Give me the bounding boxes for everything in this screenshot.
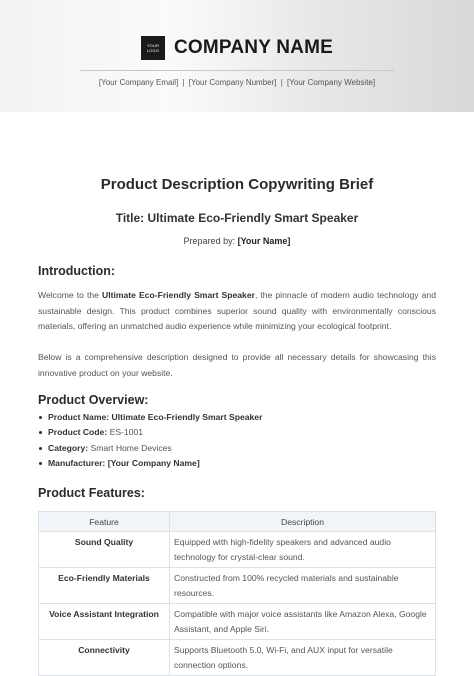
document-title: Product Description Copywriting Brief	[100, 176, 374, 193]
overview-item	[38, 410, 438, 425]
intro-product-name: Ultimate Eco-Friendly Smart Speaker	[101, 290, 255, 300]
document-header	[0, 0, 474, 112]
overview-label: Product Name:	[48, 412, 110, 422]
overview-list	[38, 410, 438, 472]
description-cell: Constructed from 100% recycled materials and sustainable resources.	[170, 568, 436, 604]
company-name: COMPANY NAME	[174, 37, 333, 58]
contact-separator: |	[280, 78, 283, 87]
prepared-by	[0, 236, 474, 246]
intro-text-start: Welcome to the	[38, 290, 99, 300]
table-row	[39, 640, 436, 676]
overview-label: Category:	[48, 442, 89, 453]
company-number: [Your Company Number]	[188, 78, 277, 87]
overview-value: [Your Company Name]	[107, 458, 200, 469]
description-cell: Equipped with high-fidelity speakers and advanced audio technology for crystal-clear sound.	[170, 532, 436, 568]
table-header-row	[39, 512, 436, 532]
overview-value: ES-1001	[109, 427, 144, 438]
logo-text: YOUR LOGO	[146, 43, 160, 53]
company-logo	[141, 36, 165, 60]
features-table	[38, 511, 436, 676]
contact-separator: |	[182, 78, 185, 87]
overview-heading: Product Overview:	[38, 393, 149, 407]
description-cell: Supports Bluetooth 5.0, Wi-Fi, and AUX input for versatile connection options.	[170, 640, 436, 676]
feature-cell: Eco-Friendly Materials	[39, 568, 170, 604]
feature-cell: Sound Quality	[39, 532, 170, 568]
intro-text-end: , the pinnacle of modern audio technology and sustainable design. This product combines superior sound quality with environmentally conscious materials, offering an unmatched audio experience while minimizing your ecological footprint.	[38, 290, 436, 332]
feature-cell: Connectivity	[39, 640, 170, 676]
company-email: [Your Company Email]	[98, 78, 179, 87]
overview-value: Smart Home Devices	[90, 442, 172, 453]
company-contacts	[0, 78, 474, 87]
document-subtitle: Title: Ultimate Eco-Friendly Smart Speaker	[115, 211, 359, 225]
overview-item	[38, 425, 438, 440]
overview-label: Manufacturer:	[48, 458, 106, 469]
column-header-feature: Feature	[39, 512, 170, 532]
feature-cell: Voice Assistant Integration	[39, 604, 170, 640]
introduction-paragraph	[38, 288, 436, 335]
table-row	[39, 568, 436, 604]
overview-item	[38, 456, 438, 471]
prepared-label: Prepared by:	[183, 236, 236, 246]
brand	[0, 36, 474, 60]
introduction-heading: Introduction:	[38, 264, 116, 278]
overview-item	[38, 441, 438, 456]
header-divider	[80, 70, 394, 71]
features-heading: Product Features:	[38, 486, 145, 500]
description-cell: Compatible with major voice assistants like Amazon Alexa, Google Assistant, and Apple Siri.	[170, 604, 436, 640]
column-header-description: Description	[170, 512, 436, 532]
table-row	[39, 532, 436, 568]
prepared-value: [Your Name]	[237, 236, 291, 246]
overview-value: Ultimate Eco-Friendly Smart Speaker	[111, 412, 263, 422]
table-row	[39, 604, 436, 640]
introduction-paragraph-2: Below is a comprehensive description designed to provide all necessary details for showcasing this innovative product on your website.	[38, 352, 436, 378]
company-website: [Your Company Website]	[287, 78, 376, 87]
overview-label: Product Code:	[48, 427, 108, 438]
